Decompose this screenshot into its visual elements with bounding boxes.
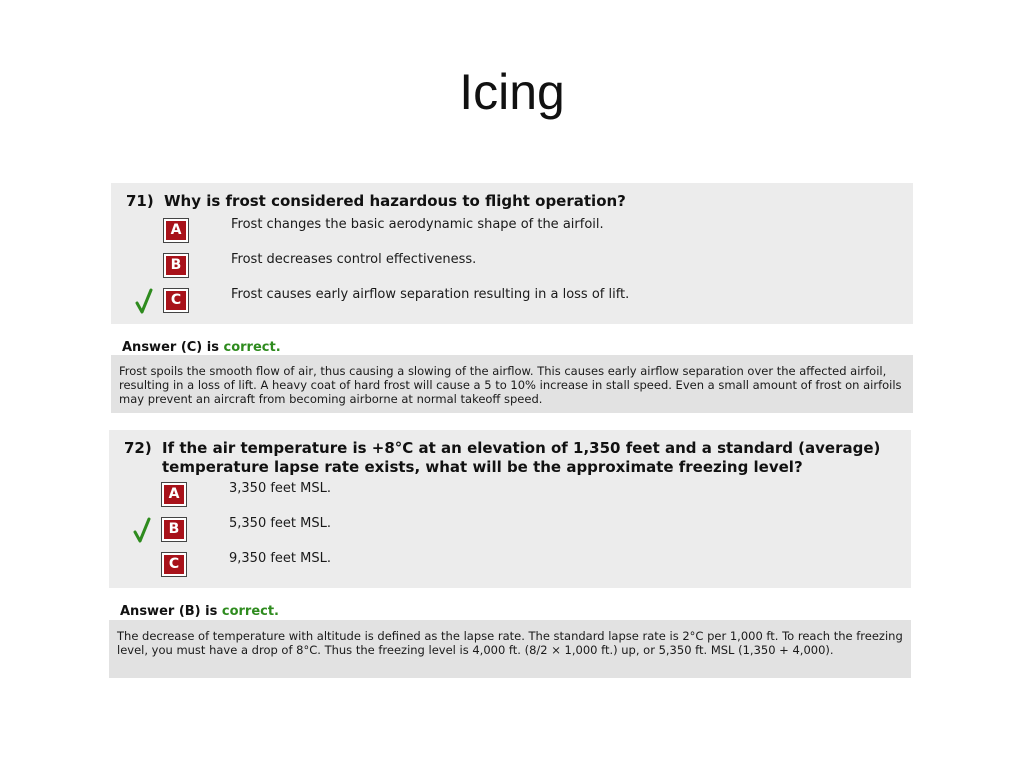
answer-72-correct: correct. [221, 604, 279, 619]
question-71-box [111, 183, 913, 324]
answer-71-prefix: Answer (C) is [122, 340, 224, 355]
question-71-number: 71) [126, 192, 154, 210]
option-b-badge[interactable]: B [166, 256, 186, 275]
checkmark-icon [133, 517, 151, 543]
slide-title: Icing [459, 64, 565, 120]
option-c-text: 9,350 feet MSL. [229, 551, 331, 566]
explanation-71: Frost spoils the smooth flow of air, thus causing a slowing of the airflow. This causes early airflow separation over the affected airfoil, resulting in a loss of lift. A heavy coat of hard frost will cause a 5 to 10% increase in stall speed. Even a small amount of frost on airfoils may prevent an aircraft from becoming airborne at normal takeoff speed. [111, 355, 913, 413]
option-c-badge[interactable]: C [164, 555, 184, 574]
option-b-badge[interactable]: B [164, 520, 184, 539]
question-72-number: 72) [124, 439, 152, 457]
option-a-text: 3,350 feet MSL. [229, 481, 331, 496]
question-72-box [109, 430, 911, 588]
question-72-text: If the air temperature is +8°C at an elevation of 1,350 feet and a standard (average) temperature lapse rate exists, what will be the approximate freezing level? [162, 439, 881, 476]
option-b-text: 5,350 feet MSL. [229, 516, 331, 531]
answer-72 [120, 604, 279, 620]
answer-71 [122, 340, 281, 356]
option-a-badge[interactable]: A [166, 221, 186, 240]
option-c-text: Frost causes early airflow separation resulting in a loss of lift. [231, 287, 630, 302]
option-a-text: Frost changes the basic aerodynamic shape of the airfoil. [231, 217, 604, 232]
question-71-text: Why is frost considered hazardous to flight operation? [164, 192, 626, 210]
explanation-72: The decrease of temperature with altitude is defined as the lapse rate. The standard lapse rate is 2°C per 1,000 ft. To reach the freezing level, you must have a drop of 8°C. Thus the freezing level is 4,000 ft. (8/2 × 1,000 ft.) up, or 5,350 ft. MSL (1,350 + 4,000). [109, 620, 911, 678]
option-b-text: Frost decreases control effectiveness. [231, 252, 477, 267]
option-a-badge[interactable]: A [164, 485, 184, 504]
checkmark-icon [135, 288, 153, 314]
option-c-badge[interactable]: C [166, 291, 186, 310]
answer-71-correct: correct. [223, 340, 281, 355]
answer-72-prefix: Answer (B) is [120, 604, 222, 619]
